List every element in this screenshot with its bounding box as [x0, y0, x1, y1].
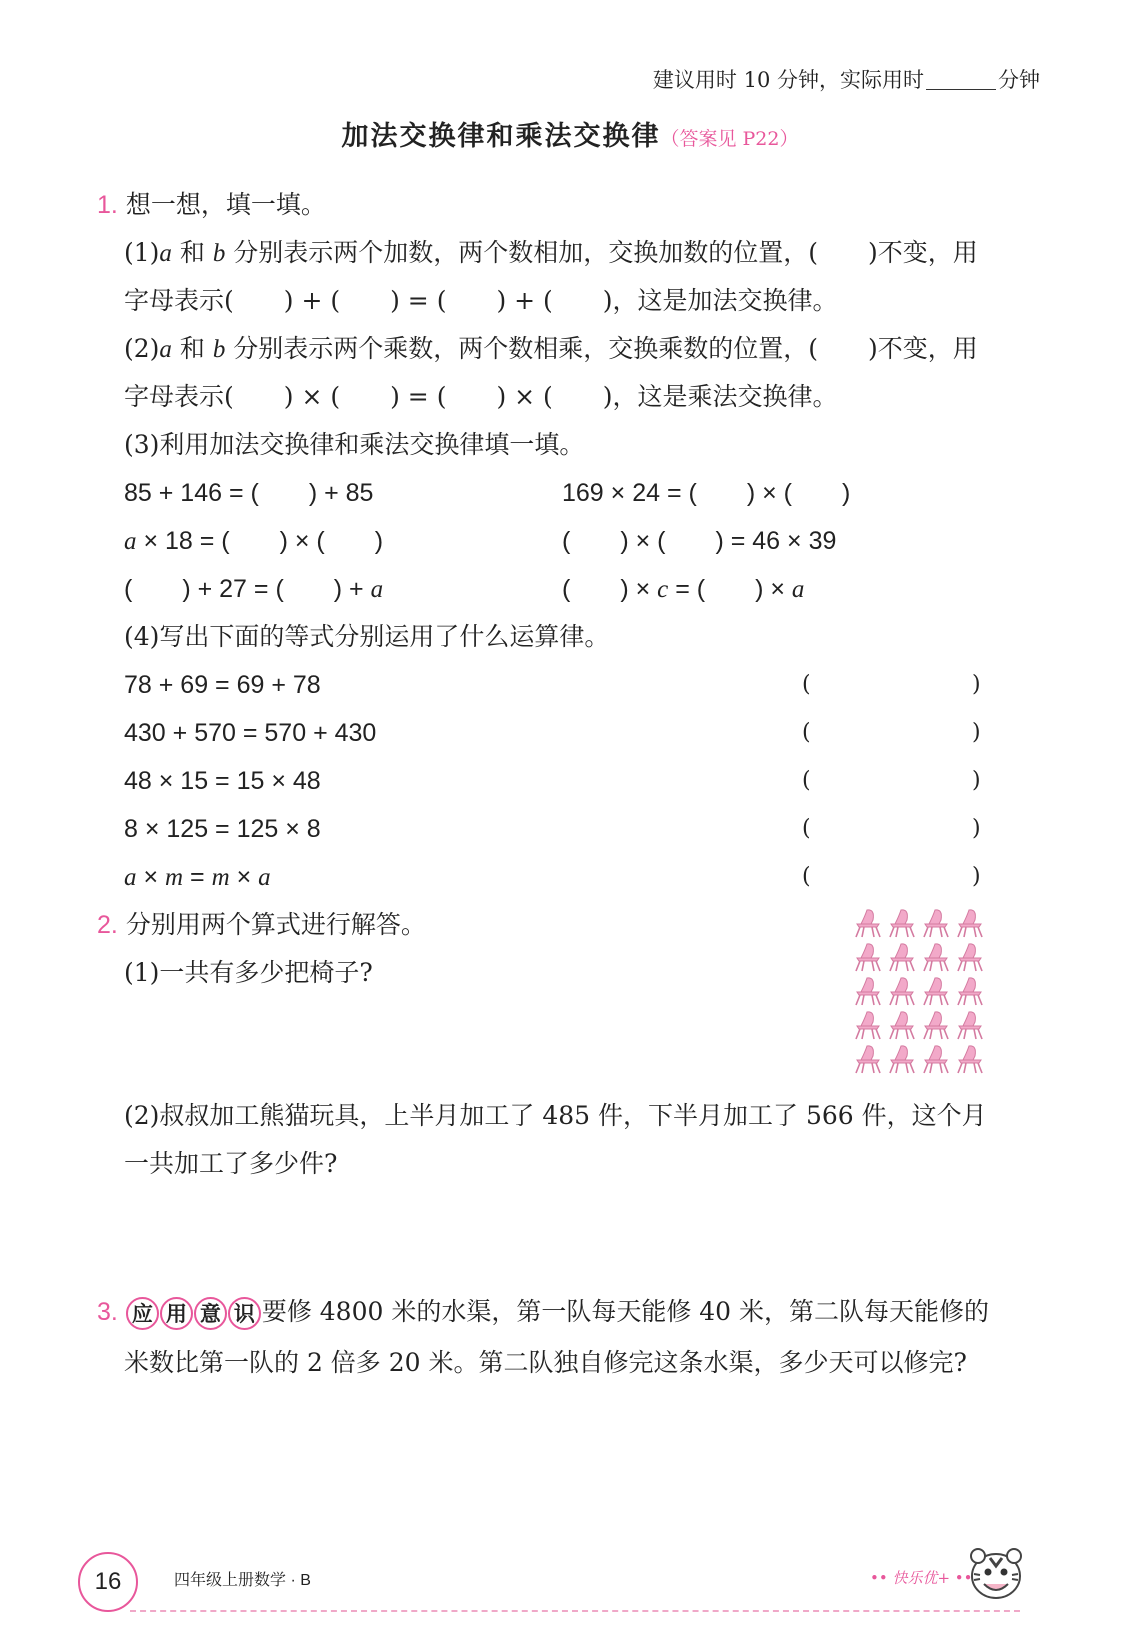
chair-icon	[890, 1046, 914, 1073]
chair-icon	[856, 1012, 880, 1039]
q1-p3-row1-left: 85 + 146 = ( ) + 85	[124, 479, 374, 507]
chair-icon	[958, 1012, 982, 1039]
actual-time-blank[interactable]	[926, 69, 996, 90]
chair-icon	[890, 910, 914, 937]
q1-p3-row2-right: ( ) × ( ) = 46 × 39	[562, 527, 837, 555]
q1-p3-row2-left: a × 18 = ( ) × ( )	[124, 527, 384, 555]
q1-p2-line2: 字母表示( ) × ( ) = ( ) × ( )，这是乘法交换律。	[124, 382, 838, 411]
chair-icon	[924, 944, 948, 971]
q1-p3-row3-right: ( ) × c = ( ) × a	[562, 575, 805, 603]
chair-icon	[958, 944, 982, 971]
q2-p2-line1: (2)叔叔加工熊猫玩具，上半月加工了 485 件，下半月加工了 566 件，这个月	[124, 1101, 987, 1130]
suggested-time: 建议用时 10 分钟，实际用时 分钟	[652, 68, 1040, 92]
chair-icon	[958, 978, 982, 1005]
q2-heading: 2. 分别用两个算式进行解答。	[97, 910, 426, 939]
q1-p4-eq-1: 78 + 69 = 69 + 78	[124, 671, 321, 699]
q1-p3-row1-right: 169 × 24 = ( ) × ( )	[562, 479, 851, 507]
q2-p2-line2: 一共加工了多少件?	[124, 1149, 338, 1178]
q1-p4-eq-2: 430 + 570 = 570 + 430	[124, 719, 377, 747]
q1-heading: 1. 想一想，填一填。	[97, 190, 326, 219]
chair-icon	[856, 978, 880, 1005]
page-number: 16	[78, 1552, 138, 1612]
answer-paren-open: (	[802, 816, 811, 841]
book-title: 四年级上册数学 · B	[174, 1572, 311, 1589]
chair-icon	[890, 1012, 914, 1039]
answer-paren-close: )	[972, 672, 981, 697]
answer-paren-close: )	[972, 864, 981, 889]
answer-reference: （答案见 P22）	[660, 128, 799, 150]
q1-p1-line1: (1)a 和 b 分别表示两个加数，两个数相加，交换加数的位置，( )不变，用	[124, 238, 978, 267]
q1-p4-eq-4: 8 × 125 = 125 × 8	[124, 815, 321, 843]
chair-icon	[924, 978, 948, 1005]
q2-p1: (1)一共有多少把椅子?	[124, 958, 373, 987]
chair-icon	[890, 978, 914, 1005]
chairs-illustration	[850, 905, 990, 1083]
answer-paren-open: (	[802, 768, 811, 793]
q1-p1-line2: 字母表示( ) + ( ) = ( ) + ( )，这是加法交换律。	[124, 286, 838, 315]
q1-p3-prompt: (3)利用加法交换律和乘法交换律填一填。	[124, 430, 585, 459]
answer-paren-close: )	[972, 768, 981, 793]
q1-p4-eq-3: 48 × 15 = 15 × 48	[124, 767, 321, 795]
answer-paren-open: (	[802, 720, 811, 745]
chair-icon	[924, 910, 948, 937]
q1-p3-row3-left: ( ) + 27 = ( ) + a	[124, 575, 384, 603]
footer-divider	[130, 1610, 1020, 1612]
q1-p2-line1: (2)a 和 b 分别表示两个乘数，两个数相乘，交换乘数的位置，( )不变，用	[124, 334, 978, 363]
answer-paren-open: (	[802, 864, 811, 889]
tiger-mascot-icon	[960, 1538, 1032, 1610]
answer-paren-open: (	[802, 672, 811, 697]
chair-icon	[924, 1046, 948, 1073]
chair-icon	[856, 944, 880, 971]
chair-icon	[890, 944, 914, 971]
chair-icon	[958, 1046, 982, 1073]
page-title: 加法交换律和乘法交换律（答案见 P22）	[341, 121, 799, 152]
answer-paren-close: )	[972, 816, 981, 841]
q1-p4-prompt: (4)写出下面的等式分别运用了什么运算律。	[124, 622, 610, 651]
q3-line2: 米数比第一队的 2 倍多 20 米。第二队独自修完这条水渠，多少天可以修完?	[124, 1348, 967, 1377]
chair-icon	[924, 1012, 948, 1039]
brand-logo: •• 快乐优+ ••	[870, 1569, 973, 1587]
q3-line1: 3. 应 用 意 识 要修 4800 米的水渠，第一队每天能修 40 米，第二队每天能修的	[97, 1297, 989, 1330]
application-awareness-badge: 应 用 意 识	[126, 1297, 262, 1326]
answer-paren-close: )	[972, 720, 981, 745]
q1-p4-eq-5: a × m = m × a	[124, 863, 271, 891]
chair-icon	[958, 910, 982, 937]
chair-icon	[856, 910, 880, 937]
chair-icon	[856, 1046, 880, 1073]
